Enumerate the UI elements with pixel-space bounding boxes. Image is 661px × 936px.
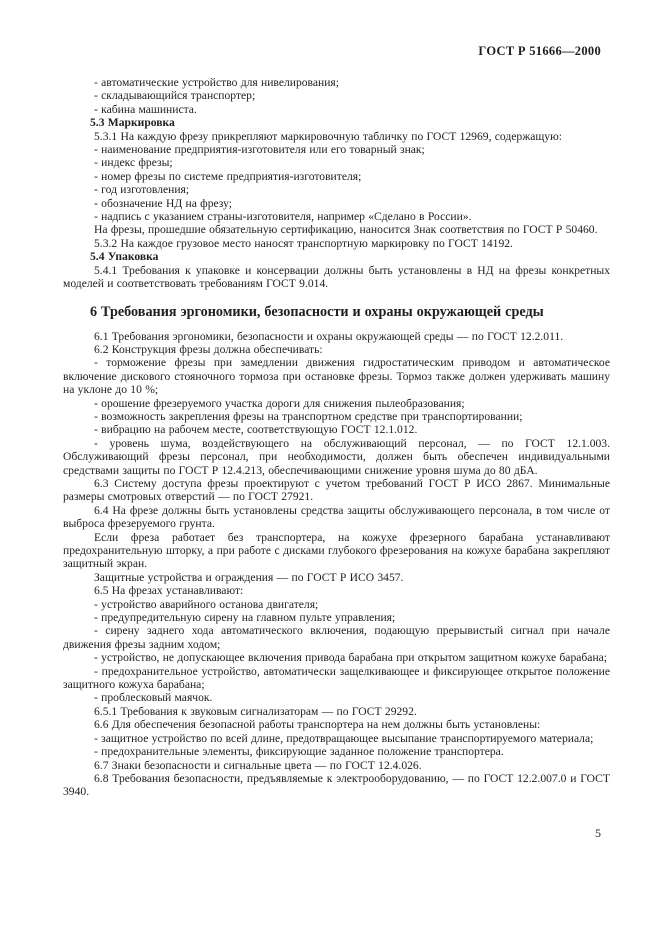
list-item: - защитное устройство по всей длине, предотвращающее высыпание транспортируемого материала;: [94, 731, 594, 745]
paragraph: 6.5.1 Требования к звуковым сигнализаторам — по ГОСТ 29292.: [94, 704, 417, 718]
page-number: 5: [595, 826, 601, 840]
list-item: - складывающийся транспортер;: [94, 89, 256, 103]
paragraph: 6.4 На фрезе должны быть установлены средства защиты обслуживающего персонала, в том числе от выброса фрезеруемого грунта.: [63, 503, 610, 531]
list-item: - предохранительные элементы, фиксирующие заданное положение транспортера.: [94, 745, 504, 759]
paragraph: 5.3.2 На каждое грузовое место наносят транспортную маркировку по ГОСТ 14192.: [94, 236, 513, 250]
paragraph: Защитные устройства и ограждения — по ГОСТ Р ИСО 3457.: [94, 570, 404, 584]
document-code-header: ГОСТ Р 51666—2000: [478, 44, 601, 58]
paragraph: На фрезы, прошедшие обязательную сертификацию, наносится Знак соответствия по ГОСТ Р 50460.: [94, 223, 598, 237]
list-item: - устройство аварийного останова двигателя;: [94, 597, 319, 611]
list-item: - сирену заднего хода автоматического включения, подающую прерывистый сигнал при начале движения фрезы задним ходом;: [63, 624, 610, 651]
paragraph: 6.5 На фрезах устанавливают:: [94, 584, 244, 598]
list-item: - наименование предприятия-изготовителя или его товарный знак;: [94, 143, 425, 157]
paragraph: Если фреза работает без транспортера, на кожухе фрезерного барабана устанавливают предохранительную шторку, а при работе с дисками глубокого фрезерования на кожухе барабана закрепляют защитный экран.: [63, 530, 610, 571]
paragraph: 6.1 Требования эргономики, безопасности и охраны окружающей среды — по ГОСТ 12.2.011.: [94, 329, 564, 343]
list-item: - торможение фрезы при замедлении движения гидростатическим приводом и автоматическое включение дискового стояночного тормоза при остановке фрезы. Тормоз также должен удерживать машину на уклоне до 10 %;: [63, 356, 610, 397]
list-item: - номер фрезы по системе предприятия-изготовителя;: [94, 169, 362, 183]
list-item: - орошение фрезеруемого участка дороги для снижения пылеобразования;: [94, 396, 465, 410]
paragraph: 6.2 Конструкция фрезы должна обеспечивать:: [94, 342, 323, 356]
paragraph: 5.3.1 На каждую фрезу прикрепляют маркировочную табличку по ГОСТ 12969, содержащую:: [94, 129, 562, 143]
list-item: - устройство, не допускающее включения привода барабана при открытом защитном кожухе барабана;: [94, 651, 608, 665]
document-body: [63, 76, 610, 799]
paragraph: 6.3 Систему доступа фрезы проектируют с учетом требований ГОСТ Р ИСО 2867. Минимальные размеры смотровых отверстий — по ГОСТ 27921.: [63, 476, 610, 504]
list-item: - обозначение НД на фрезу;: [94, 196, 232, 210]
paragraph: 6.8 Требования безопасности, предъявляемые к электрооборудованию, — по ГОСТ 12.2.007.0 и ГОСТ 3940.: [63, 771, 610, 799]
paragraph: 6.6 Для обеспечения безопасной работы транспортера на нем должны быть установлены:: [94, 718, 541, 732]
list-item: - надпись с указанием страны-изготовителя, например «Сделано в России».: [94, 210, 472, 224]
paragraph: 6.7 Знаки безопасности и сигнальные цвета — по ГОСТ 12.4.026.: [94, 758, 422, 772]
subsection-heading: 5.4 Упаковка: [90, 250, 159, 264]
list-item: - возможность закрепления фрезы на транспортном средстве при транспортировании;: [94, 409, 523, 423]
list-item: - предупредительную сирену на главном пульте управления;: [94, 611, 396, 625]
list-item: - вибрацию на рабочем месте, соответствующую ГОСТ 12.1.012.: [94, 423, 418, 437]
list-item: - проблесковый маячок.: [94, 691, 213, 705]
list-item: - индекс фрезы;: [94, 156, 173, 170]
list-item: - автоматические устройство для нивелирования;: [94, 76, 339, 89]
list-item: - уровень шума, воздействующего на обслуживающий персонал, — по ГОСТ 12.1.003. Обслуживающий фрезы персонал, при необходимости, должен быть обеспечен индивидуальными средствами защиты по ГОСТ Р 12.4.213, обеспечивающими снижение уровня шума до 80 дБА.: [63, 436, 610, 477]
subsection-heading: 5.3 Маркировка: [90, 116, 175, 130]
section-heading: 6 Требования эргономики, безопасности и охраны окружающей среды: [90, 303, 544, 320]
paragraph: 5.4.1 Требования к упаковке и консервации должны быть установлены в НД на фрезы конкретных моделей и соответствовать требованиям ГОСТ 9.014.: [63, 263, 610, 291]
list-item: - год изготовления;: [94, 183, 190, 197]
list-item: - кабина машиниста.: [94, 102, 197, 116]
list-item: - предохранительное устройство, автоматически защелкивающее и фиксирующее открытое положение защитного кожуха барабана;: [63, 664, 610, 692]
